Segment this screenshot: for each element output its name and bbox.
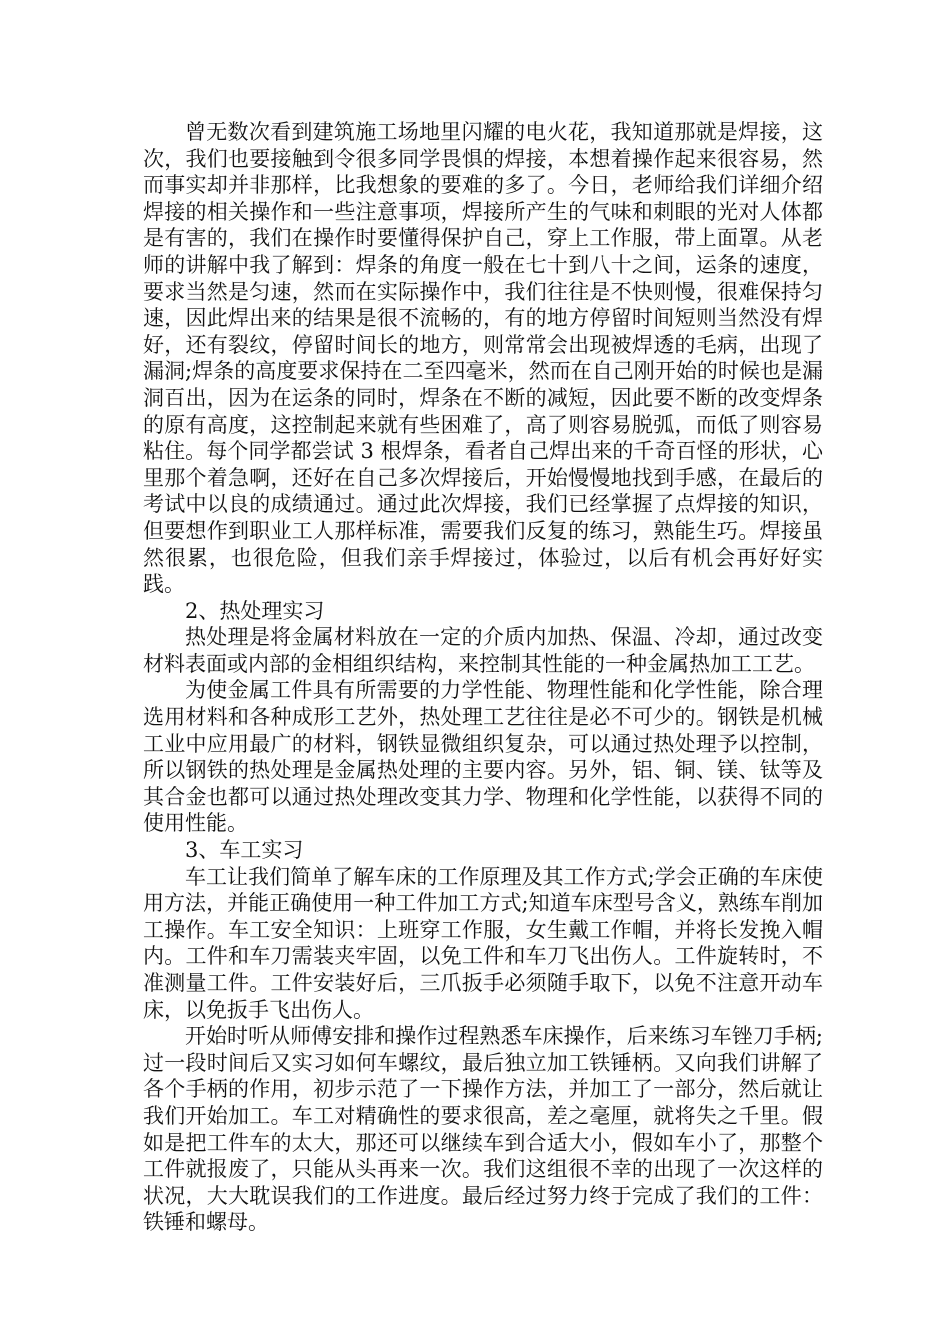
paragraph-heat-treatment-definition: 热处理是将金属材料放在一定的介质内加热、保温、冷却，通过改变材料表面或内部的金相组织结构，来控制其性能的一种金属热加工工艺。: [143, 625, 823, 676]
paragraph-heat-treatment-purpose: 为使金属工件具有所需要的力学性能、物理性能和化学性能，除合理选用材料和各种成形工艺外，热处理工艺往往是必不可少的。钢铁是机械工业中应用最广的材料，钢铁显微组织复杂，可以通过热处理予以控制，所以钢铁的热处理是金属热处理的主要内容。另外，铝、铜、镁、钛等及其合金也都可以通过热处理改变其力学、物理和化学性能，以获得不同的使用性能。: [143, 678, 823, 836]
paragraph-welding: 曾无数次看到建筑施工场地里闪耀的电火花，我知道那就是焊接，这次，我们也要接触到令很多同学畏惧的焊接，本想着操作起来很容易，然而事实却并非那样，比我想象的要难的多了。今日，老师给我们详细介绍焊接的相关操作和一些注意事项，焊接所产生的气味和刺眼的光对人体都是有害的，我们在操作时要懂得保护自己，穿上工作服，带上面罩。从老师的讲解中我了解到：焊条的角度一般在七十到八十之间，运条的速度，要求当然是匀速，然而在实际操作中，我们往往是不快则慢，很难保持匀速，因此焊出来的结果是很不流畅的，有的地方停留时间短则当然没有焊好，还有裂纹，停留时间长的地方，则常常会出现被焊透的毛病，出现了漏洞;焊条的高度要求保持在二至四毫米，然而在自己刚开始的时候也是漏洞百出，因为在运条的同时，焊条在不断的减短，因此要不断的改变焊条的原有高度，这控制起来就有些困难了，高了则容易脱弧，而低了则容易粘住。每个同学都尝试 3 根焊条，看者自己焊出来的千奇百怪的形状，心里那个着急啊，还好在自己多次焊接后，开始慢慢地找到手感，在最后的考试中以良的成绩通过。通过此次焊接，我们已经掌握了点焊接的知识，但要想作到职业工人那样标准，需要我们反复的练习，熟能生巧。焊接虽然很累，也很危险，但我们亲手焊接过，体验过，以后有机会再好好实践。: [143, 120, 823, 597]
paragraph-turning-practice: 开始时听从师傅安排和操作过程熟悉车床操作，后来练习车锉刀手柄;过一段时间后又实习如何车螺纹，最后独立加工铁锤柄。又向我们讲解了各个手柄的作用，初步示范了一下操作方法，并加工了一部分，然后就让我们开始加工。车工对精确性的要求很高，差之毫厘，就将失之千里。假如是把工件车的太大，那还可以继续车到合适大小，假如车小了，那整个工件就报废了，只能从头再来一次。我们这组很不幸的出现了一次这样的状况，大大耽误我们的工作进度。最后经过努力终于完成了我们的工件：铁锤和螺母。: [143, 1024, 823, 1235]
section-heading-turning: 3、车工实习: [185, 838, 304, 863]
document-body: [143, 119, 823, 1236]
section-heading-heat-treatment: 2、热处理实习: [185, 598, 325, 623]
paragraph-turning-intro: 车工让我们简单了解车床的工作原理及其工作方式;学会正确的车床使用方法，并能正确使用一种工件加工方式;知道车床型号含义，熟练车削加工操作。车工安全知识：上班穿工作服，女生戴工作帽，并将长发挽入帽内。工件和车刀需装夹牢固，以免工件和车刀飞出伤人。工件旋转时，不准测量工件。工件安装好后，三爪扳手必须随手取下，以免不注意开动车床，以免扳手飞出伤人。: [143, 864, 823, 1022]
